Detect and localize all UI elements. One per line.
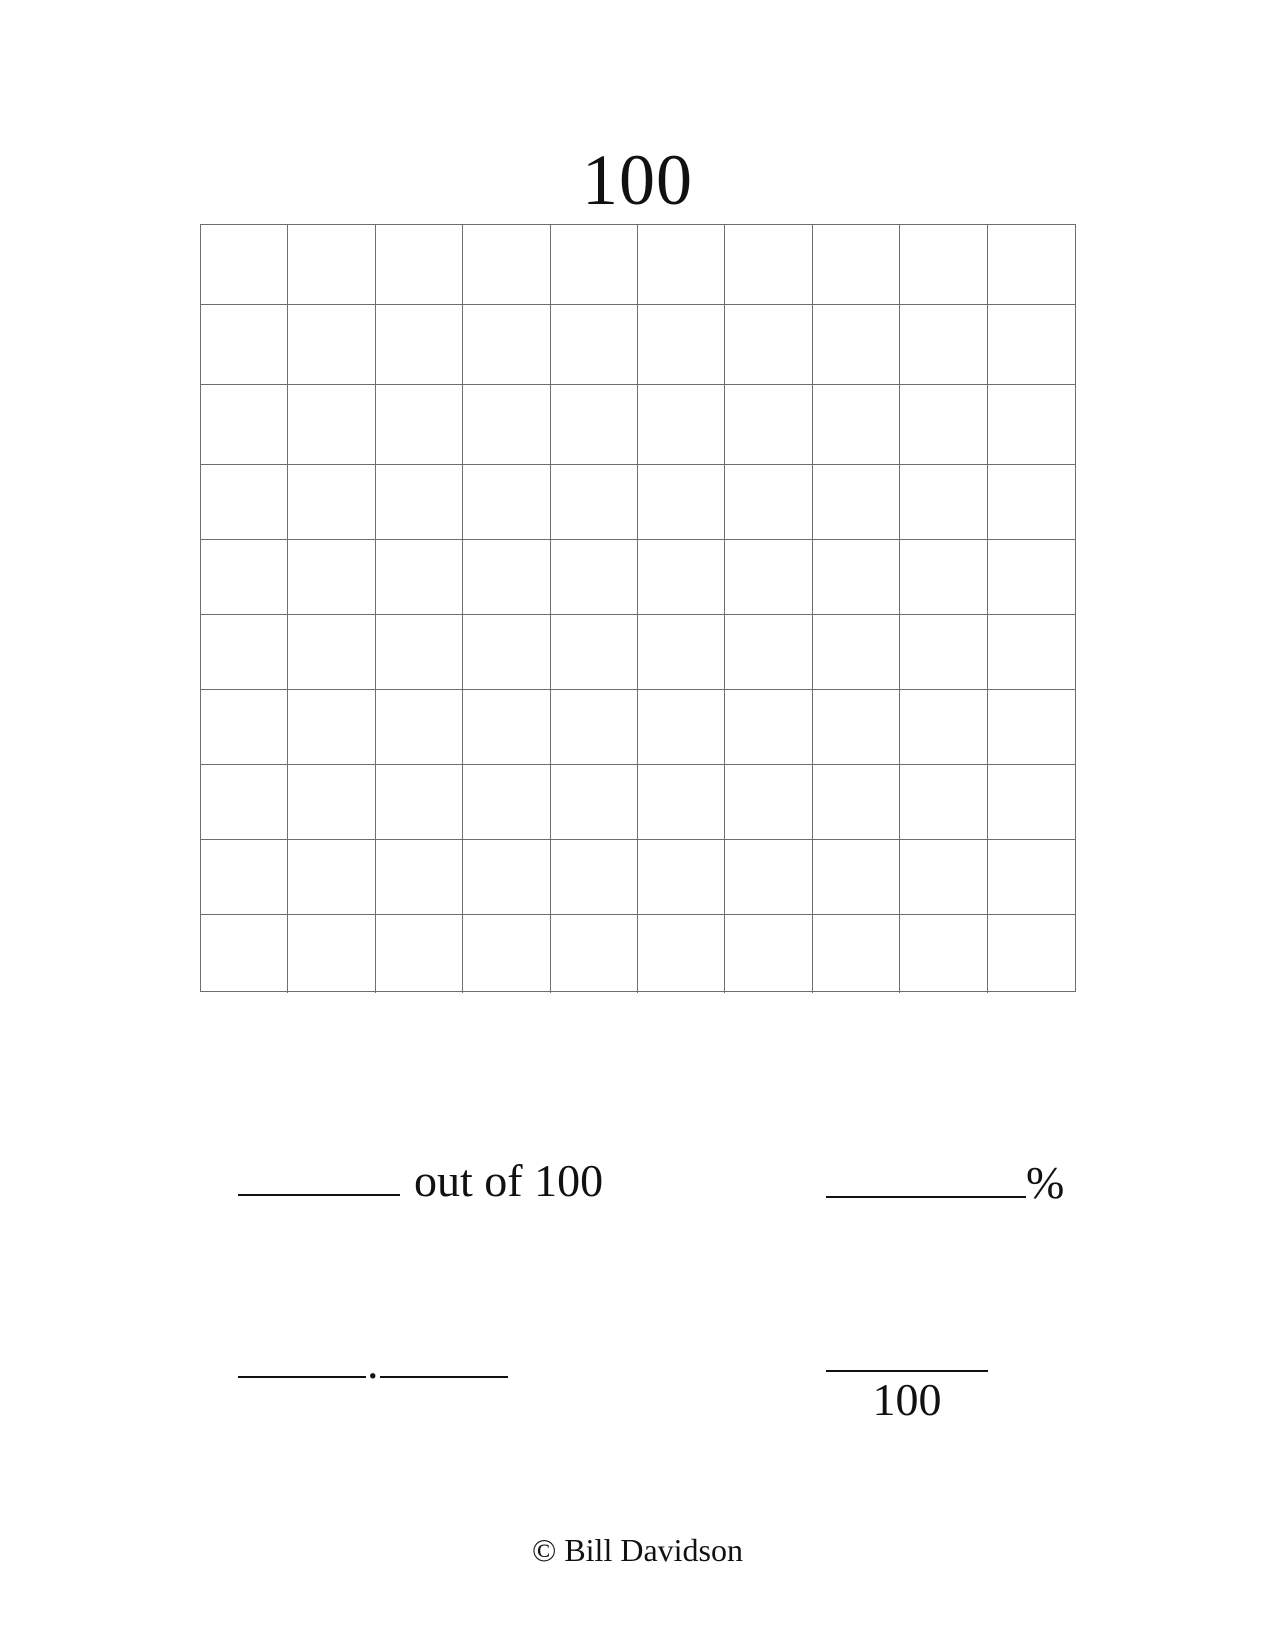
grid-cell: [201, 225, 288, 305]
grid-cell: [725, 225, 812, 305]
grid-cell: [638, 465, 725, 540]
grid-cell: [463, 225, 550, 305]
grid-cell: [988, 765, 1075, 840]
grid-cell: [288, 385, 375, 465]
grid-cell: [813, 615, 900, 690]
answer-blank-count: [238, 1193, 400, 1196]
grid-cell: [638, 840, 725, 915]
grid-cell: [900, 385, 987, 465]
grid-cell: [551, 225, 638, 305]
grid-cell: [813, 225, 900, 305]
grid-cell: [551, 840, 638, 915]
grid-cell: [551, 765, 638, 840]
grid-cell: [551, 385, 638, 465]
grid-cell: [376, 765, 463, 840]
copyright-notice: © Bill Davidson: [532, 1532, 743, 1568]
grid-cell: [201, 765, 288, 840]
out-of-100-prompt: [238, 1153, 603, 1209]
grid-cell: [551, 690, 638, 765]
grid-cell: [725, 540, 812, 615]
grid-cell: [988, 615, 1075, 690]
grid-cell: [725, 465, 812, 540]
grid-cell: [201, 540, 288, 615]
grid-cell: [638, 915, 725, 993]
grid-cell: [551, 465, 638, 540]
grid-cell: [638, 305, 725, 385]
grid-cell: [813, 385, 900, 465]
grid-cell: [900, 615, 987, 690]
grid-cell: [463, 915, 550, 993]
grid-cell: [201, 840, 288, 915]
grid-cell: [813, 305, 900, 385]
grid-cell: [900, 765, 987, 840]
grid-cell: [201, 690, 288, 765]
decimal-prompt: [238, 1335, 508, 1391]
grid-cell: [813, 765, 900, 840]
grid-cell: [900, 840, 987, 915]
grid-cell: [638, 540, 725, 615]
grid-cell: [288, 690, 375, 765]
grid-cell: [463, 540, 550, 615]
grid-cell: [551, 305, 638, 385]
grid-cell: [463, 765, 550, 840]
grid-cell: [638, 765, 725, 840]
grid-cell: [813, 840, 900, 915]
grid-cell: [463, 690, 550, 765]
page-title: 100: [582, 140, 693, 220]
grid-cell: [376, 540, 463, 615]
grid-cell: [551, 615, 638, 690]
grid-cell: [376, 915, 463, 993]
grid-cell: [201, 385, 288, 465]
grid-cell: [201, 465, 288, 540]
grid-cell: [463, 840, 550, 915]
grid-cell: [988, 840, 1075, 915]
grid-cell: [376, 615, 463, 690]
grid-cell: [201, 915, 288, 993]
grid-cell: [288, 915, 375, 993]
grid-cell: [988, 915, 1075, 993]
grid-cell: [638, 385, 725, 465]
grid-cell: [463, 385, 550, 465]
grid-cell: [288, 765, 375, 840]
fraction-prompt: [826, 1330, 988, 1428]
grid-cell: [900, 465, 987, 540]
grid-cell: [201, 615, 288, 690]
grid-cell: [288, 465, 375, 540]
grid-cell: [988, 225, 1075, 305]
answer-blank-numerator: [826, 1330, 988, 1372]
grid-cell: [988, 540, 1075, 615]
grid-cell: [813, 465, 900, 540]
grid-cell: [376, 305, 463, 385]
grid-cell: [900, 540, 987, 615]
grid-cell: [288, 840, 375, 915]
grid-cell: [551, 915, 638, 993]
answer-blank-ones: [238, 1375, 366, 1378]
grid-cell: [463, 305, 550, 385]
grid-cell: [638, 690, 725, 765]
grid-cell: [813, 540, 900, 615]
answer-blank-hundredths: [380, 1375, 508, 1378]
grid-cell: [638, 225, 725, 305]
grid-cell: [988, 305, 1075, 385]
grid-cell: [813, 915, 900, 993]
grid-cell: [463, 615, 550, 690]
grid-cell: [900, 225, 987, 305]
grid-cell: [288, 540, 375, 615]
grid-cell: [376, 690, 463, 765]
grid-cell: [201, 305, 288, 385]
out-of-label: out of 100: [414, 1155, 604, 1206]
grid-cell: [725, 385, 812, 465]
percent-prompt: [826, 1155, 1064, 1211]
grid-cell: [725, 765, 812, 840]
grid-cell: [288, 615, 375, 690]
grid-cell: [725, 305, 812, 385]
grid-cell: [725, 615, 812, 690]
grid-cell: [988, 465, 1075, 540]
grid-cell: [900, 305, 987, 385]
hundred-grid: [200, 224, 1076, 992]
grid-cell: [288, 305, 375, 385]
grid-cell: [376, 840, 463, 915]
grid-cell: [725, 840, 812, 915]
grid-cell: [813, 690, 900, 765]
grid-cell: [638, 615, 725, 690]
grid-cell: [376, 465, 463, 540]
grid-cell: [900, 915, 987, 993]
decimal-point: .: [367, 1337, 379, 1388]
grid-cell: [376, 385, 463, 465]
fraction-denominator: 100: [872, 1374, 942, 1425]
grid-cell: [725, 690, 812, 765]
grid-cell: [288, 225, 375, 305]
grid-cell: [376, 225, 463, 305]
percent-symbol: %: [1026, 1157, 1065, 1208]
answer-blank-percent: [826, 1195, 1026, 1198]
grid-cell: [900, 690, 987, 765]
grid-cell: [463, 465, 550, 540]
grid-cell: [551, 540, 638, 615]
grid-cell: [725, 915, 812, 993]
grid-cell: [988, 690, 1075, 765]
grid-cell: [988, 385, 1075, 465]
